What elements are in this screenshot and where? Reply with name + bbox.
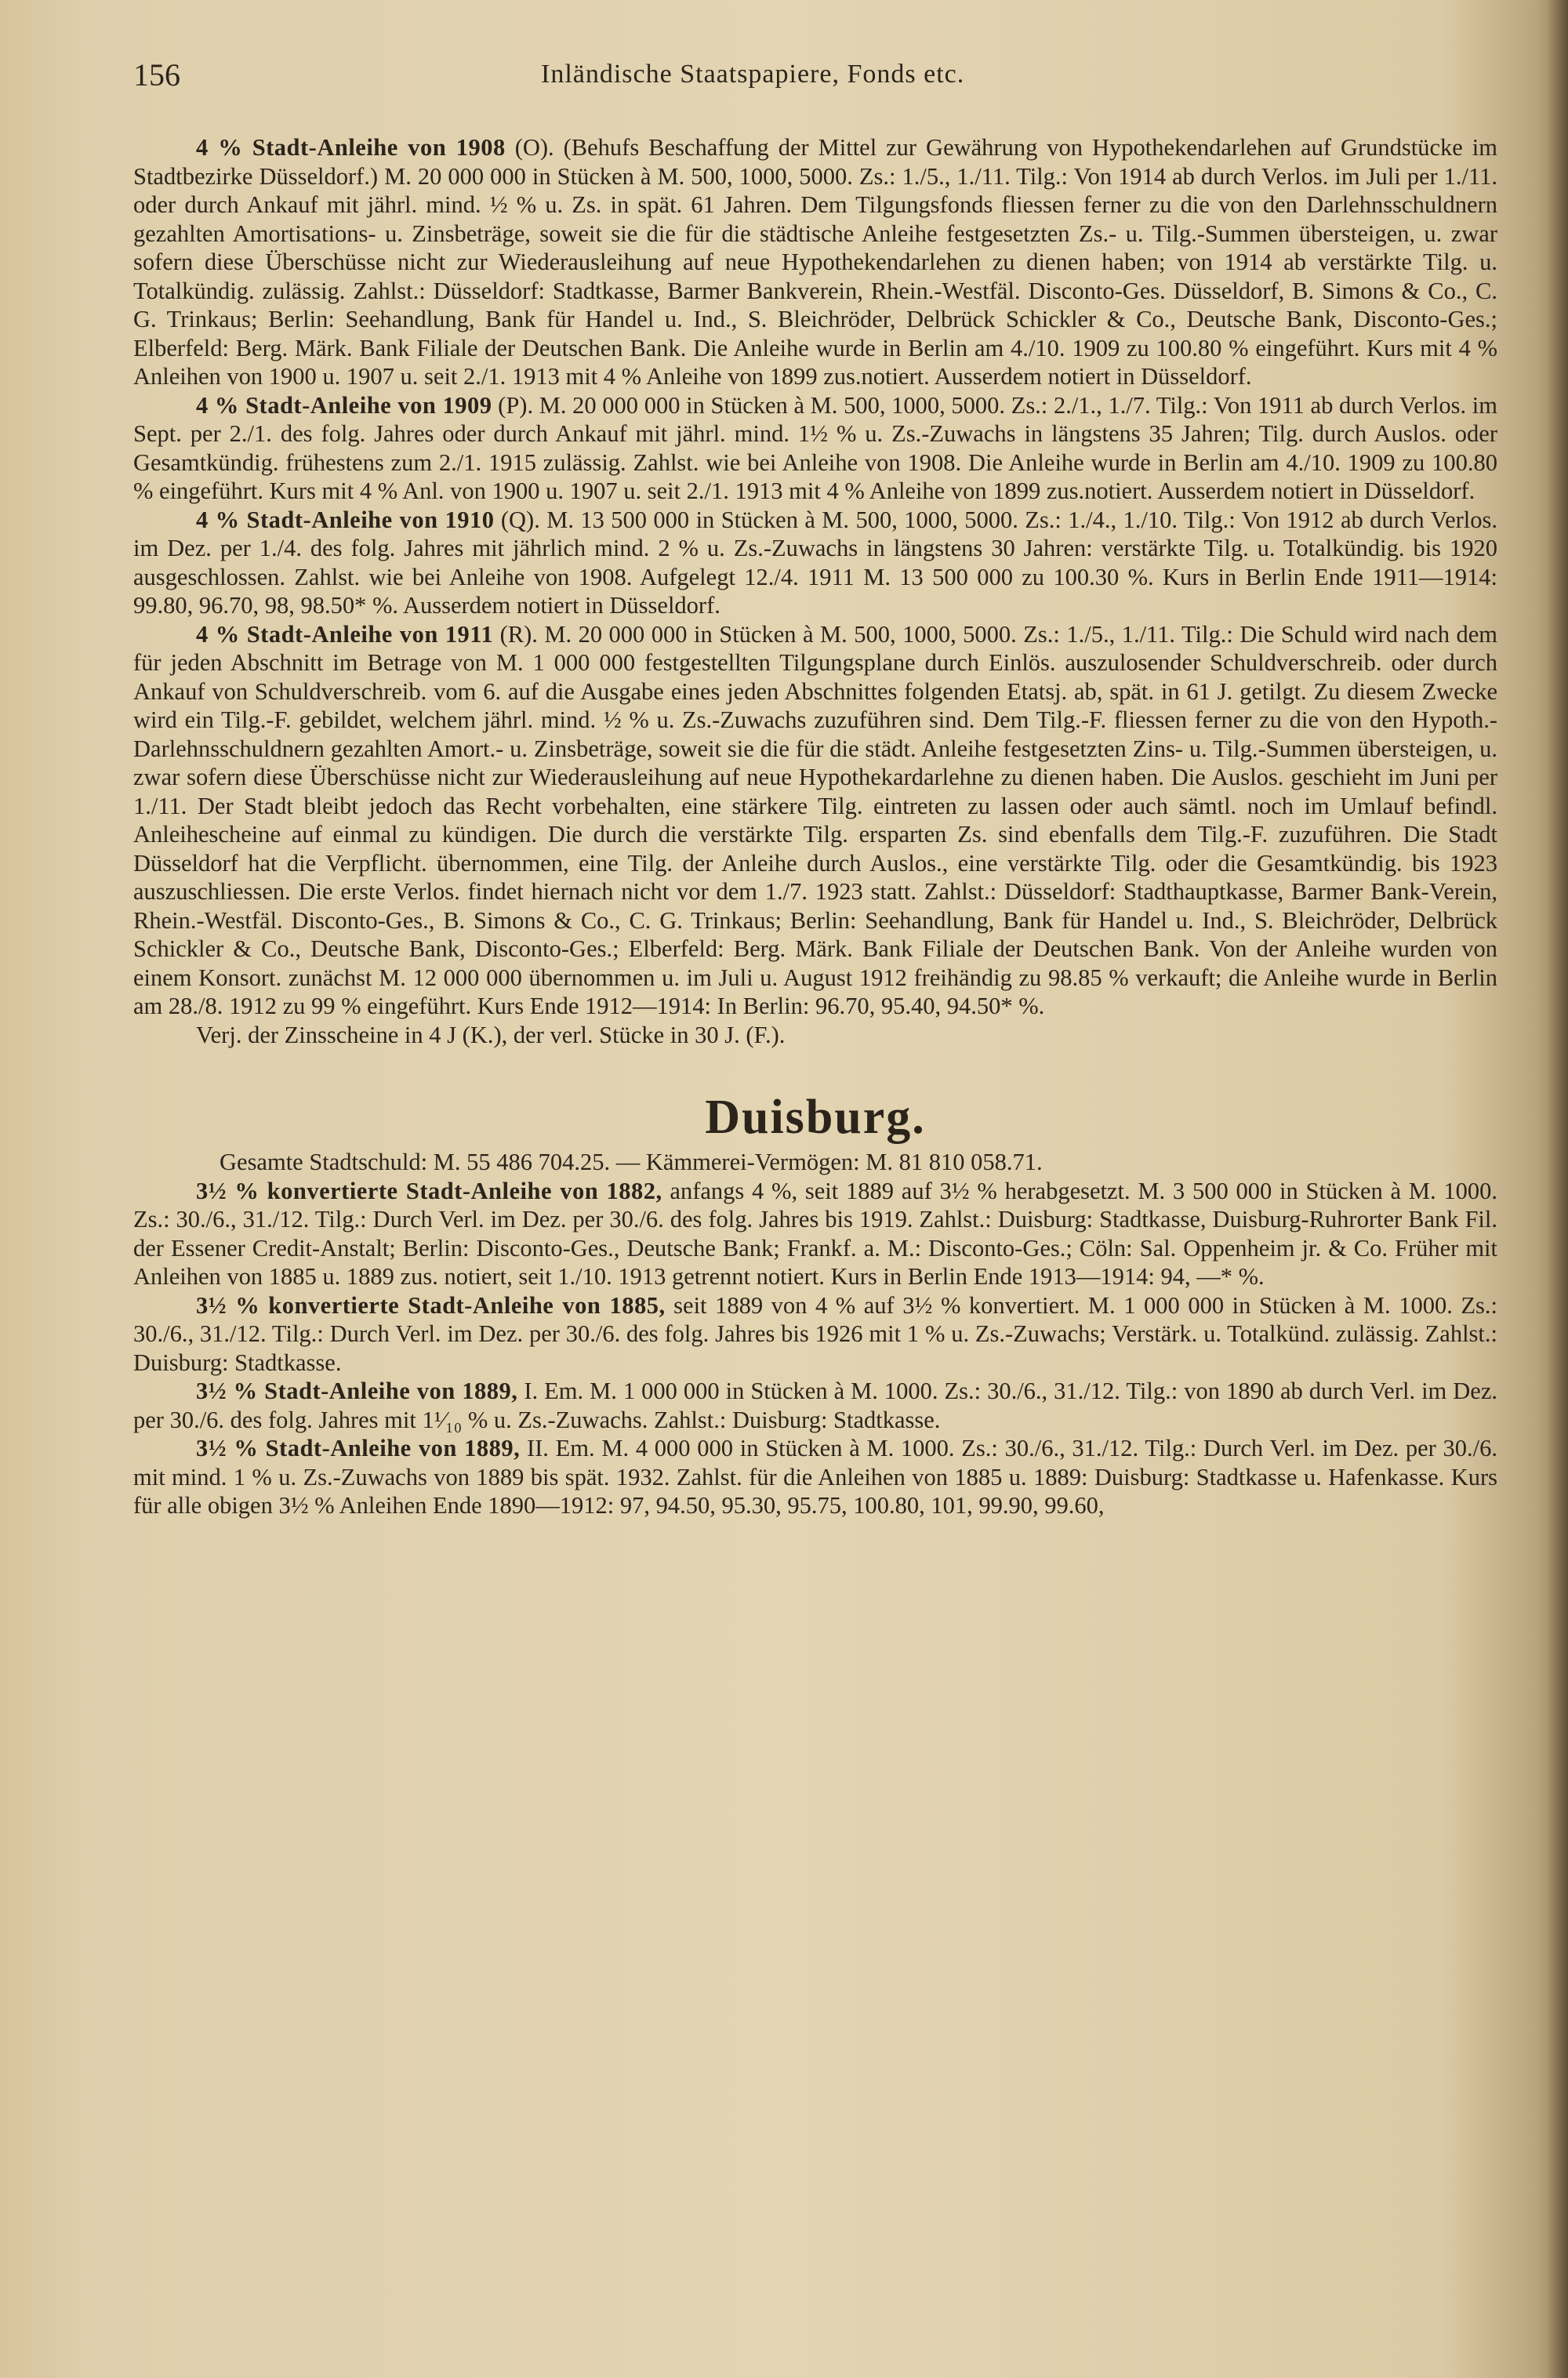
entry-text: I. Em. M. 1 000 000 in Stücken à M. 1000. Zs.: 30./6., 31./12. Tilg.: von 1890 ab durch Verl. im Dez. per 30./6. des folg. Jahres mit 1¹⁄₁₀ % u. Zs.-Zuwachs. Zahlst.: Duisburg: Stadtkasse.: [133, 1378, 1497, 1433]
book-spine-shadow: [1548, 0, 1568, 2378]
entry-paragraph: [133, 620, 1497, 1021]
page-number: 156: [133, 57, 180, 93]
verjaehrung-note: Verj. der Zinsscheine in 4 J (K.), der verl. Stücke in 30 J. (F.).: [196, 1021, 786, 1048]
entry-paragraph: [133, 1177, 1497, 1291]
entry-lead: 3½ % Stadt-Anleihe von 1889,: [196, 1378, 518, 1404]
running-title: Inländische Staatspapiere, Fonds etc.: [541, 60, 965, 89]
entry-lead: 3½ % konvertierte Stadt-Anleihe von 1885,: [196, 1291, 666, 1319]
section-title-duisburg: Duisburg.: [705, 1091, 926, 1144]
entry-lead: 4 % Stadt-Anleihe von 1911: [196, 620, 494, 648]
entry-paragraph: [133, 506, 1497, 620]
entry-paragraph: [133, 133, 1497, 391]
entry-text: anfangs 4 %, seit 1889 auf 3½ % herabgesetzt. M. 3 500 000 in Stücken à M. 1000. Zs.: 30./6., 31./12. Tilg.: Durch Verl. im Dez. per 30./6. des folg. Jahres bis 1919. Zahlst.: Duisburg: Stadtkasse, Duisburg-Ruhrorter Bank Fil. der Essener Credit-Anstalt; Berlin: Disconto-Ges., Deutsche Bank; Frankf. a. M.: Disconto-Ges.; Cöln: Sal. Oppenheim jr. & Co. Früher mit Anleihen von 1885 u. 1889 zus. notiert, seit 1./10. 1913 getrennt notiert. Kurs in Berlin Ende 1913—1914: 94, —* %.: [133, 1177, 1498, 1290]
page-header: [133, 56, 1497, 103]
page-content: [133, 133, 1497, 1520]
entry-text: (O). (Behufs Beschaffung der Mittel zur Gewährung von Hypothekendarlehen auf Grundstücke im Stadtbezirke Düsseldorf.) M. 20 000 000 in Stücken à M. 500, 1000, 5000. Zs.: 1./5., 1./11. Tilg.: Von 1914 ab durch Verlos. im Juli per 1./11. oder durch Ankauf mit jährl. mind. ½ % u. Zs. in spät. 61 Jahren. Dem Tilgungsfonds fliessen ferner zu die von den Darlehnsschuldnern gezahlten Amortisations- u. Zinsbeträge, soweit sie die für die städtische Anleihe festgesetzten Zs.- u. Tilg.-Summen übersteigen, u. zwar sofern diese Überschüsse nicht zur Wiederausleihung auf neue Hypothekendarlehen zu dienen haben; von 1914 ab verstärkte Tilg. u. Totalkündig. zulässig. Zahlst.: Düsseldorf: Stadtkasse, Barmer Bankverein, Rhein.-Westfäl. Disconto-Ges. Düsseldorf, B. Simons & Co., C. G. Trinkaus; Berlin: Seehandlung, Bank für Handel u. Ind., S. Bleichröder, Delbrück Schickler & Co., Deutsche Bank, Disconto-Ges.; Elberfeld: Berg. Märk. Bank Filiale der Deutschen Bank. Die Anleihe wurde in Berlin am 4./10. 1909 zu 100.80 % eingeführt. Kurs mit 4 % Anleihen von 1900 u. 1907 u. seit 2./1. 1913 mit 4 % Anleihe von 1899 zus.notiert. Ausserdem notiert in Düsseldorf.: [133, 134, 1497, 390]
entry-lead: 4 % Stadt-Anleihe von 1908: [196, 134, 506, 161]
entry-paragraph: [133, 1434, 1497, 1520]
entry-lead: 3½ % konvertierte Stadt-Anleihe von 1882,: [196, 1177, 662, 1204]
entry-paragraph: [133, 1291, 1497, 1378]
entry-paragraph: [133, 391, 1497, 506]
entry-text: II. Em. M. 4 000 000 in Stücken à M. 1000. Zs.: 30./6., 31./12. Tilg.: Durch Verl. im Dez. per 30./6. mit mind. 1 % u. Zs.-Zuwachs von 1889 bis spät. 1932. Zahlst. für die Anleihen von 1885 u. 1889: Duisburg: Stadtkasse u. Hafenkasse. Kurs für alle obigen 3½ % Anleihen Ende 1890—1912: 97, 94.50, 95.30, 95.75, 100.80, 101, 99.90, 99.60,: [133, 1435, 1498, 1519]
entry-lead: 4 % Stadt-Anleihe von 1909: [196, 391, 492, 419]
entry-text: (Q). M. 13 500 000 in Stücken à M. 500, 1000, 5000. Zs.: 1./4., 1./10. Tilg.: Von 1912 ab durch Verlos. im Dez. per 1./4. des folg. Jahres mit jährlich mind. 2 % u. Zs.-Zuwachs in längstens 30 Jahren: verstärkte Tilg. u. Totalkündig. bis 1920 ausgeschlossen. Zahlst. wie bei Anleihe von 1908. Aufgelegt 12./4. 1911 M. 13 500 000 zu 100.30 %. Kurs in Berlin Ende 1911—1914: 99.80, 96.70, 98, 98.50* %. Ausserdem notiert in Düsseldorf.: [133, 506, 1498, 619]
city-debt-summary: Gesamte Stadtschuld: M. 55 486 704.25. — Kämmerei-Vermögen: M. 81 810 058.71.: [220, 1149, 1043, 1175]
entry-paragraph: [133, 1377, 1497, 1434]
entry-text: seit 1889 von 4 % auf 3½ % konvertiert. M. 1 000 000 in Stücken à M. 1000. Zs.: 30./6., 31./12. Tilg.: Durch Verl. im Dez. per 30./6. des folg. Jahres bis 1926 mit 1 % u. Zs.-Zuwachs; Verstärk. u. Totalkünd. zulässig. Zahlst.: Duisburg: Stadtkasse.: [133, 1291, 1498, 1376]
entry-lead: 4 % Stadt-Anleihe von 1910: [196, 506, 495, 533]
entry-text: (P). M. 20 000 000 in Stücken à M. 500, 1000, 5000. Zs.: 2./1., 1./7. Tilg.: Von 1911 ab durch Verlos. im Sept. per 2./1. des folg. Jahres oder durch Ankauf mit jährl. mind. 1½ % u. Zs.-Zuwachs in längstens 35 Jahren; Tilg. durch Auslos. oder Gesamtkündig. frühestens zum 2./1. 1915 zulässig. Zahlst. wie bei Anleihe von 1908. Die Anleihe wurde in Berlin am 4./10. 1909 zu 100.80 % eingeführt. Kurs mit 4 % Anl. von 1900 u. 1907 u. seit 2./1. 1913 mit 4 % Anleihe von 1899 zus.notiert. Ausserdem notiert in Düsseldorf.: [133, 391, 1497, 504]
entry-text: (R). M. 20 000 000 in Stücken à M. 500, 1000, 5000. Zs.: 1./5., 1./11. Tilg.: Die Schuld wird nach dem für jeden Abschnitt im Betrage von M. 1 000 000 festgestellten Tilgungsplane durch Einlös. auszulosender Schuldverschreib. oder durch Ankauf von Schuldverschreib. vom 6. auf die Ausgabe eines jeden Abschnittes folgenden Etatsj. ab, spät. in 61 J. getilgt. Zu diesem Zwecke wird ein Tilg.-F. gebildet, welchem jährl. mind. ½ % u. Zs.-Zuwachs zuzuführen sind. Dem Tilg.-F. fliessen ferner zu die von den Hypoth.-Darlehnsschuldnern gezahlten Amort.- u. Zinsbeträge, soweit sie die für die städt. Anleihe festgesetzten Zins- u. Tilg.-Summen übersteigen, u. zwar sofern diese Überschüsse nicht zur Wiederausleihung auf neue Hypothekardarlehne zu dienen haben. Die Auslos. geschieht im Juni per 1./11. Der Stadt bleibt jedoch das Recht vorbehalten, eine stärkere Tilg. eintreten zu lassen oder auch sämtl. noch im Umlauf befindl. Anleihescheine auf einmal zu kündigen. Die durch die verstärkte Tilg. ersparten Zs. sind ebenfalls dem Tilg.-F. zuzuführen. Die Stadt Düsseldorf hat die Verpflicht. übernommen, eine Tilg. der Anleihe durch Auslos., eine verstärkte Tilg. oder die Gesamtkündig. bis 1923 auszuschliessen. Die erste Verlos. findet hiernach nicht vor dem 1./7. 1923 statt. Zahlst.: Düsseldorf: Stadthauptkasse, Barmer Bank-Verein, Rhein.-Westfäl. Disconto-Ges., B. Simons & Co., C. G. Trinkaus; Berlin: Seehandlung, Bank für Handel u. Ind., S. Bleichröder, Delbrück Schickler & Co., Deutsche Bank, Disconto-Ges.; Elberfeld: Berg. Märk. Bank Filiale der Deutschen Bank. Von der Anleihe wurden von einem Konsort. zunächst M. 12 000 000 übernommen u. im Juli u. August 1912 freihändig zu 98.85 % verkauft; die Anleihe wurde in Berlin am 28./8. 1912 zu 99 % eingeführt. Kurs Ende 1912—1914: In Berlin: 96.70, 95.40, 94.50* %.: [133, 620, 1498, 1019]
entry-lead: 3½ % Stadt-Anleihe von 1889,: [196, 1435, 521, 1461]
